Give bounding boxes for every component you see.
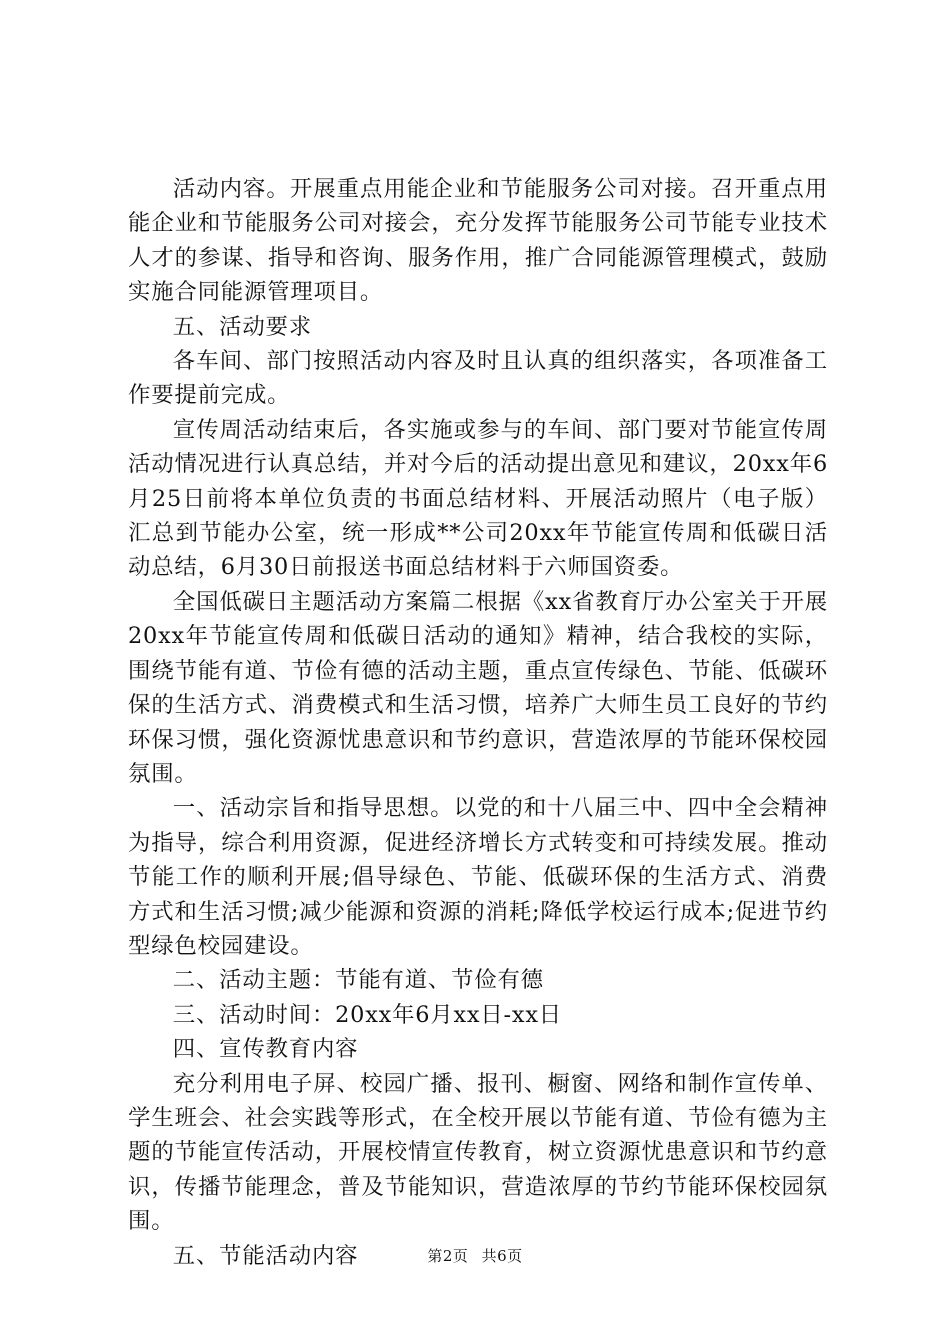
page-number: 第2页 <box>427 1247 469 1265</box>
document-body <box>128 172 828 1273</box>
paragraph-activity-content: 活动内容。开展重点用能企业和节能服务公司对接。召开重点用能企业和节能服务公司对接会，充分发挥节能服务公司节能专业技术人才的参谋、指导和咨询、服务作用，推广合同能源管理模式，鼓励实施合同能源管理项目。 <box>128 176 828 306</box>
heading-energy-activity-content: 五、节能活动内容 <box>172 1242 359 1269</box>
paragraph-guiding-ideology: 一、活动宗旨和指导思想。以党的和十八届三中、四中全会精神为指导，综合利用资源，促进经济增长方式转变和可持续发展。推动节能工作的顺利开展;倡导绿色、节能、低碳环保的生活方式、消费方式和生活习惯;减少能源和资源的消耗;降低学校运行成本;促进节约型绿色校园建设。 <box>128 795 828 959</box>
heading-activity-time: 三、活动时间：20xx年6月xx日-xx日 <box>172 1001 562 1028</box>
paragraph-plan-two-intro: 全国低碳日主题活动方案篇二根据《xx省教育厅办公室关于开展20xx年节能宣传周和低碳日活动的通知》精神，结合我校的实际，围绕节能有道、节俭有德的活动主题，重点宣传绿色、节能、低碳环保的生活方式、消费模式和生活习惯，培养广大师生员工良好的节约环保习惯，强化资源忧患意识和节约意识，营造浓厚的节能环保校园氛围。 <box>128 588 828 787</box>
heading-activity-requirements: 五、活动要求 <box>172 313 312 340</box>
heading-activity-theme: 二、活动主题：节能有道、节俭有德 <box>172 967 544 994</box>
paragraph-publicity-methods: 充分利用电子屏、校园广播、报刊、橱窗、网络和制作宣传单、学生班会、社会实践等形式，在全校开展以节能有道、节俭有德为主题的节能宣传活动，开展校情宣传教育，树立资源忧患意识和节约意识，传播节能理念，普及节能知识，营造浓厚的节约节能环保校园氛围。 <box>128 1070 828 1235</box>
heading-education-content: 四、宣传教育内容 <box>172 1036 359 1063</box>
paragraph-summary-report: 宣传周活动结束后，各实施或参与的车间、部门要对节能宣传周活动情况进行认真总结，并对今后的活动提出意见和建议，20xx年6月25日前将本单位负责的书面总结材料、开展活动照片（电子版）汇总到节能办公室，统一形成**公司20xx年节能宣传周和低碳日活动总结，6月30日前报送书面总结材料于六师国资委。 <box>128 416 828 581</box>
page-total: 共6页 <box>481 1247 523 1265</box>
page-footer <box>0 1245 950 1266</box>
paragraph-workshop-implementation: 各车间、部门按照活动内容及时且认真的组织落实，各项准备工作要提前完成。 <box>128 348 828 409</box>
